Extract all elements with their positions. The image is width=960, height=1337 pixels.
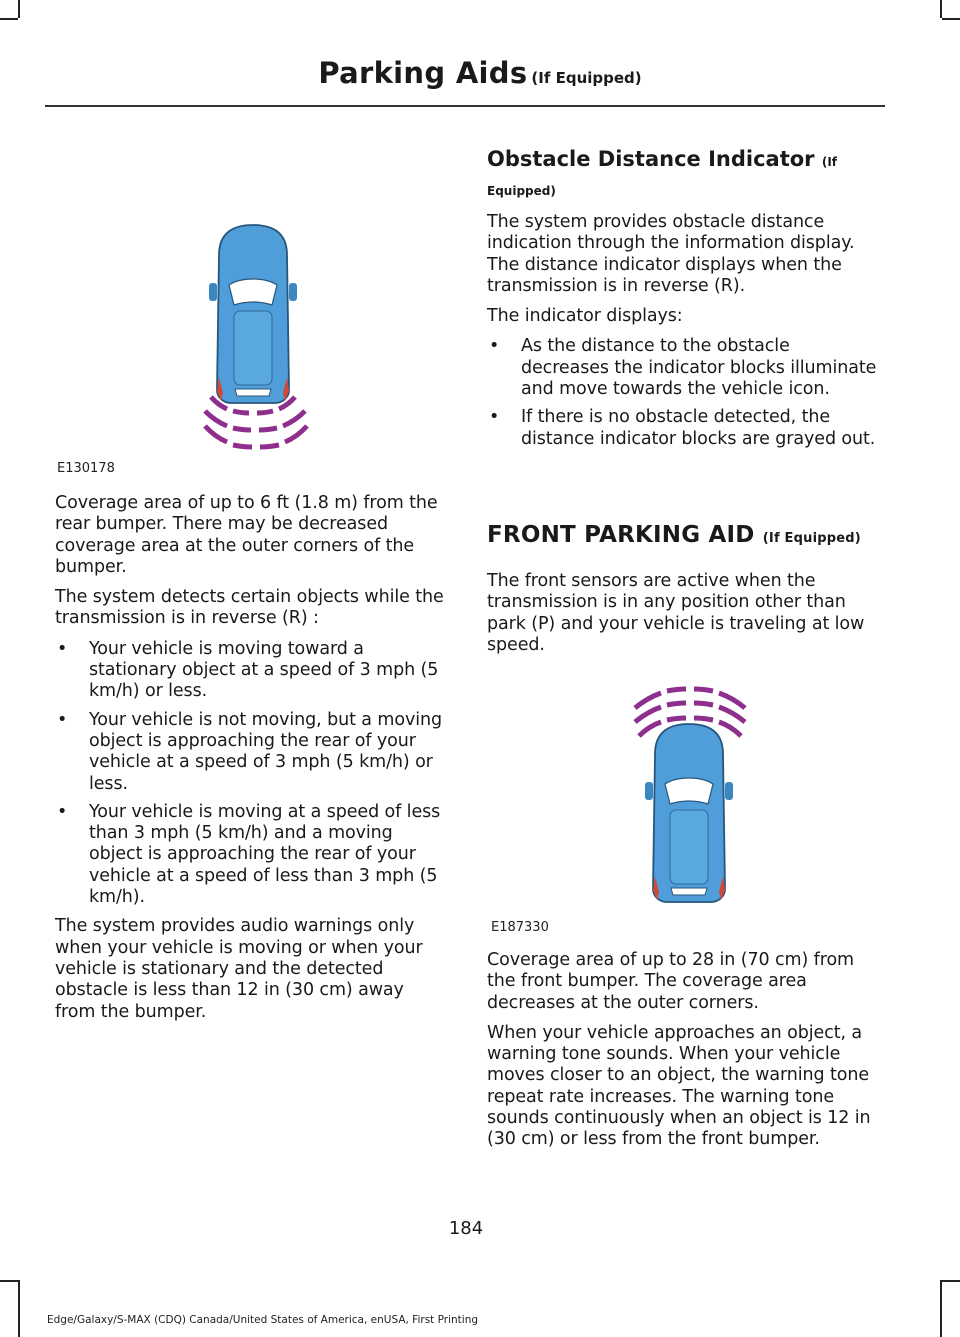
crop-mark — [18, 0, 20, 18]
rear-detection-intro: The system detects certain objects while the transmission is in reverse (R) : — [55, 587, 444, 629]
indicator-list — [487, 336, 882, 449]
crop-mark — [940, 1280, 942, 1337]
figure-code: E130178 — [57, 461, 115, 476]
rear-parking-aid-figure — [55, 215, 447, 480]
crop-mark — [0, 18, 18, 20]
indicator-intro: The indicator displays: — [487, 306, 683, 327]
rear-detection-list — [55, 639, 447, 909]
audio-warning-paragraph: The system provides audio warnings only when your vehicle is moving or when your vehicle is stationary and the detected obstacle is less than 12 in (30 cm) away from the bumper. — [55, 916, 423, 1022]
figure-code: E187330 — [491, 920, 549, 935]
obstacle-distance-heading: Obstacle Distance Indicator (If Equipped) — [487, 147, 838, 198]
list-item: • If there is no obstacle detected, the distance indicator blocks are grayed out. — [489, 407, 876, 449]
warning-tone-paragraph: When your vehicle approaches an object, a warning tone sounds. When your vehicle moves closer to an object, the warning tone repeat rate increases. The warning tone sounds continuously when an object is 12 in (30 cm) or less from the front bumper. — [487, 1022, 871, 1150]
list-item: • As the distance to the obstacle decreases the indicator blocks illuminate and move towards the vehicle icon. — [489, 336, 877, 400]
front-coverage-paragraph: Coverage area of up to 28 in (70 cm) from the front bumper. The coverage area decreases at the outer corners. — [487, 950, 855, 1013]
crop-mark — [18, 1280, 20, 1337]
crop-mark — [942, 1280, 960, 1282]
list-item: • Your vehicle is moving at a speed of less than 3 mph (5 km/h) and a moving object is approaching the rear of your vehicle at a speed of less than 3 mph (5 km/h). — [57, 801, 441, 908]
header-divider — [45, 105, 885, 107]
page-title: Parking Aids — [318, 56, 528, 90]
rear-parking-aid-illustration — [55, 215, 447, 480]
rear-coverage-paragraph: Coverage area of up to 6 ft (1.8 m) from the rear bumper. There may be decreased coverage area at the outer corners of the bumper. — [55, 493, 438, 577]
front-parking-aid-illustration — [487, 668, 882, 940]
footer-text: Edge/Galaxy/S-MAX (CDQ) Canada/United States of America, enUSA, First Printing — [47, 1314, 479, 1326]
crop-mark — [940, 0, 942, 18]
front-parking-aid-figure — [487, 668, 882, 940]
page-number: 184 — [448, 1218, 484, 1239]
list-item: • Your vehicle is moving toward a stationary object at a speed of 3 mph (5 km/h) or less. — [57, 638, 439, 702]
crop-mark — [942, 18, 960, 20]
obstacle-distance-paragraph: The system provides obstacle distance indication through the information display. The distance indicator displays when the transmission is in reverse (R). — [487, 212, 855, 296]
page-title-suffix: (If Equipped) — [531, 69, 642, 87]
front-parking-aid-heading: FRONT PARKING AID (If Equipped) — [487, 522, 861, 548]
list-item: • Your vehicle is not moving, but a moving object is approaching the rear of your vehicle at a speed of 3 mph (5 km/h) or less. — [57, 709, 442, 794]
front-sensors-paragraph: The front sensors are active when the transmission is in any position other than park (P) and your vehicle is traveling at low speed. — [487, 571, 865, 655]
crop-mark — [0, 1280, 18, 1282]
page-header — [0, 56, 960, 90]
